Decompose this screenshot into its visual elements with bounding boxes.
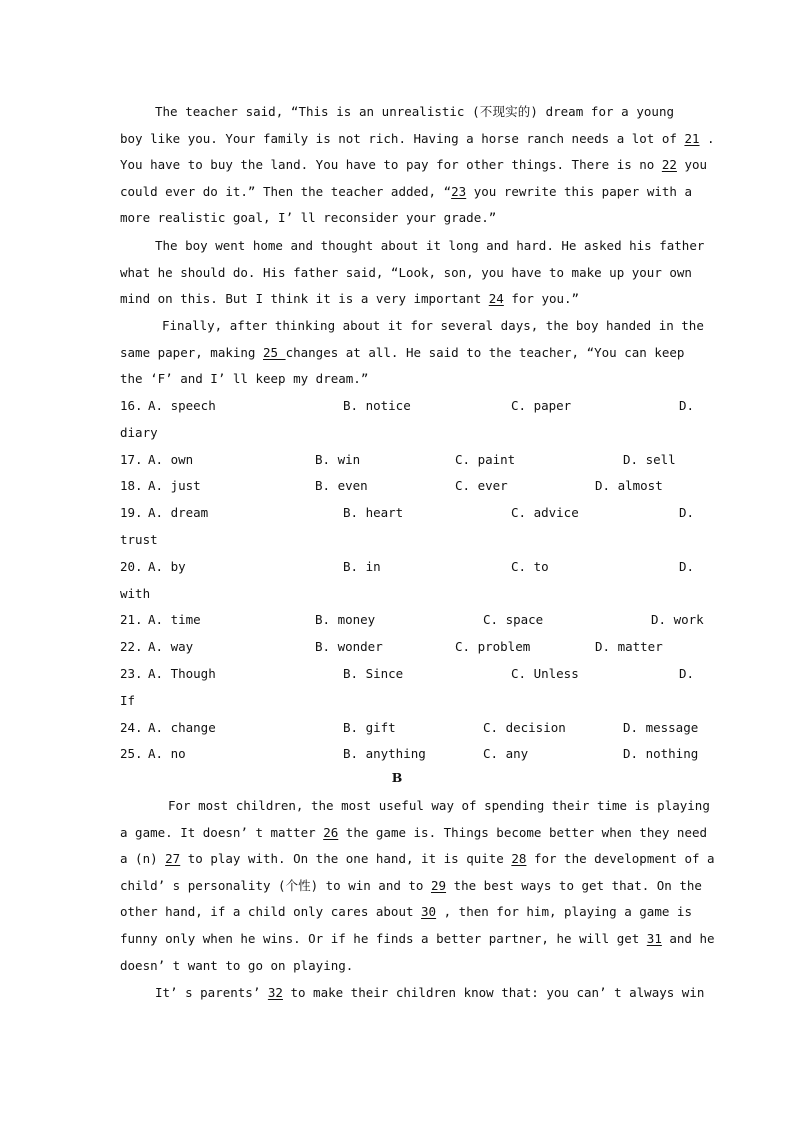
text-run: the game is. Things become better when they need (338, 824, 708, 840)
text-run: For most children, the most useful way of spending their time is playing (168, 798, 710, 813)
option-c: C. paint (455, 451, 516, 467)
text-line (120, 260, 692, 287)
text-run: for you.” (503, 291, 580, 307)
question-row (120, 634, 680, 661)
text-run: you rewrite this paper with a (466, 183, 692, 199)
text-run: You have to buy the land. You have to pay for other things. There is no (120, 157, 662, 173)
passage-b-paragraph-1 (120, 793, 715, 979)
blank-number: 27 (165, 851, 181, 867)
option-d: D. almost (595, 478, 663, 494)
text-line (120, 233, 705, 260)
blank-number: 22 (661, 157, 677, 173)
question-number: 18. (120, 478, 143, 494)
option-c: C. ever (455, 478, 508, 494)
text-run: boy like you. Your family is not rich. Having a horse ranch needs a lot of (120, 130, 685, 146)
question-number: 24. (120, 719, 143, 735)
text-run: same paper, making (120, 344, 263, 360)
text-line (120, 152, 708, 179)
option-d: D. work (651, 612, 704, 628)
option-c: C. decision (483, 719, 566, 735)
blank-number: 30 (421, 904, 437, 920)
option-a: A. way (148, 639, 194, 655)
option-b: B. gift (343, 719, 396, 735)
text-run: The boy went home and thought about it long and hard. He asked his father (155, 238, 705, 253)
text-line (120, 926, 715, 953)
text-run: a game. It doesn’ t matter (120, 824, 324, 840)
passage-b-paragraph-2 (120, 980, 705, 1007)
question-number: 17. (120, 451, 143, 467)
option-a: A. just (148, 478, 201, 494)
text-line (120, 179, 692, 206)
section-b-title: B (391, 770, 403, 785)
passage-a-paragraph-3 (120, 313, 704, 393)
text-run: changes at all. He said to the teacher, “You can keep (285, 344, 685, 360)
question-row (120, 473, 680, 500)
question-row (120, 393, 695, 420)
text-line (120, 99, 674, 126)
text-run: Finally, after thinking about it for several days, the boy handed in the (162, 318, 704, 333)
option-b: B. win (315, 451, 361, 467)
text-run: you (676, 157, 708, 173)
question-row (120, 447, 680, 474)
text-run: could ever do it.” Then the teacher added, “ (120, 183, 452, 199)
text-run: the ‘F’ and I’ ll keep my dream.” (120, 371, 369, 387)
blank-number: 29 (430, 877, 447, 893)
text-line (120, 340, 685, 367)
option-d: D. matter (595, 639, 663, 655)
text-run: The teacher said, “This is an unrealistic (不现实的) dream for a young (155, 104, 674, 119)
passage-a-paragraph-2 (120, 233, 705, 313)
option-b: B. anything (343, 746, 426, 762)
blank-number: 25 (263, 344, 286, 360)
option-c: C. problem (455, 639, 531, 655)
option-d: D. sell (623, 451, 676, 467)
text-line (120, 126, 715, 153)
question-row (120, 715, 699, 742)
option-a: A. dream (148, 505, 209, 521)
question-number: 22. (120, 639, 143, 655)
text-run: a (n) (120, 851, 166, 867)
text-run: doesn’ t want to go on playing. (120, 957, 354, 973)
option-b: B. Since (343, 666, 404, 681)
text-line (120, 205, 674, 232)
option-c: C. Unless (511, 666, 579, 681)
text-run: and he (661, 930, 715, 946)
blank-number: 32 (267, 985, 283, 1000)
blank-number: 21 (684, 130, 700, 146)
text-line (120, 873, 702, 900)
text-line (120, 846, 715, 873)
option-a: A. by (148, 558, 186, 574)
question-row (120, 607, 704, 634)
question-number: 23. (120, 666, 143, 681)
text-line (120, 793, 710, 820)
question-number: 20. (120, 558, 143, 574)
text-run: to make their children know that: you can’ t always win (282, 985, 705, 1000)
option-b: B. wonder (315, 639, 383, 655)
option-a: A. time (148, 612, 201, 628)
text-line (120, 286, 674, 313)
text-line (120, 366, 674, 393)
option-c: C. paper (511, 398, 572, 413)
blank-number: 31 (646, 930, 662, 946)
option-d-wrapped: If (120, 692, 136, 708)
option-b: B. money (315, 612, 376, 628)
text-line (120, 899, 692, 926)
option-b: B. notice (343, 398, 411, 413)
option-d: D. (679, 398, 695, 413)
text-run: the best ways to get that. On the (446, 877, 702, 893)
option-c: C. advice (511, 505, 579, 521)
question-row (120, 500, 695, 527)
text-run: more realistic goal, I’ ll reconsider your grade.” (120, 210, 497, 226)
question-row (120, 741, 699, 768)
option-d: D. (679, 558, 695, 574)
option-a: A. speech (148, 398, 216, 413)
text-run: , then for him, playing a game is (436, 904, 692, 920)
option-a: A. change (148, 719, 216, 735)
option-a: A. no (148, 746, 186, 762)
option-c: C. to (511, 558, 549, 574)
text-line (120, 313, 704, 340)
option-c: C. any (483, 746, 529, 762)
option-b: B. in (343, 558, 381, 574)
option-d: D. nothing (623, 746, 699, 762)
question-row (120, 554, 695, 581)
text-run: . (699, 130, 715, 146)
option-d: D. (679, 505, 695, 521)
option-c: C. space (483, 612, 544, 628)
text-run: mind on this. But I think it is a very important (120, 291, 489, 307)
question-row (120, 661, 695, 688)
text-run: for the development of a (526, 851, 715, 867)
text-line (120, 820, 708, 847)
text-line (120, 980, 705, 1007)
option-d: D. (679, 666, 695, 681)
text-run: funny only when he wins. Or if he finds a better partner, he will get (120, 930, 647, 946)
option-a: A. own (148, 451, 194, 467)
option-a: A. Though (148, 666, 216, 681)
question-number: 16. (120, 398, 143, 413)
question-number: 25. (120, 746, 143, 762)
blank-number: 23 (451, 183, 467, 199)
option-b: B. heart (343, 505, 404, 521)
option-d-wrapped: with (120, 585, 151, 601)
option-d-wrapped: diary (120, 424, 158, 440)
text-run: It’ s parents’ (155, 985, 268, 1000)
blank-number: 24 (488, 291, 504, 307)
text-run: child’ s personality (个性) to win and to (120, 877, 431, 893)
text-line (120, 953, 674, 980)
question-number: 19. (120, 505, 143, 521)
text-run: to play with. On the one hand, it is quite (180, 851, 512, 867)
option-b: B. even (315, 478, 368, 494)
option-d: D. message (623, 719, 699, 735)
option-d-wrapped: trust (120, 532, 158, 547)
passage-a-paragraph-1 (120, 99, 715, 232)
question-number: 21. (120, 612, 143, 628)
text-run: other hand, if a child only cares about (120, 904, 422, 920)
blank-number: 26 (323, 824, 339, 840)
text-run: what he should do. His father said, “Look, son, you have to make up your own (120, 264, 692, 280)
blank-number: 28 (511, 851, 527, 867)
